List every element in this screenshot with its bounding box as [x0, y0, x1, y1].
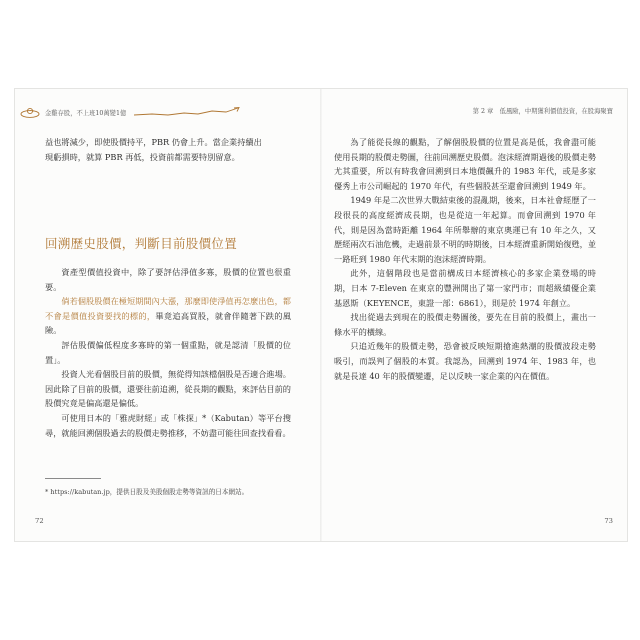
paragraph: 投資人光看個股目前的股價，無從得知該檔個股是否適合進場。因此除了目前的股價，還要往前追溯，從長期的觀點，來評估目前的股價究竟是偏高還是偏低。 — [45, 369, 291, 409]
left-body — [45, 265, 291, 440]
paragraph: 只追近幾年的股價走勢，恐會被反映短期搶進熱潮的股價波段走勢吸引，而誤判了個股的本質。我認為，回溯到 1974 年、1983 年，也就是長達 40 年的股價變遷，足以反映一家企業的內在價值。 — [334, 341, 596, 381]
left-page — [15, 89, 320, 541]
page-number-left: 72 — [35, 517, 44, 525]
right-running-head: 第 2 章 低風險，中期獲利價值投資，在股海聚寶 — [472, 108, 613, 115]
paragraph: 資產型價值投資中，除了要評估淨值多寡，股價的位置也很重要。 — [45, 267, 291, 292]
paragraph: 可使用日本的「雅虎財經」或「株探」*（Kabutan）等平台搜尋，就能回溯個股過去的股價走勢推移，不妨盡可能往回查找看看。 — [45, 412, 291, 438]
chick-logo-icon — [19, 106, 41, 118]
book-spread — [14, 88, 628, 542]
footnote: * https://kabutan.jp，提供日股及美股個股走勢等資訊的日本網站。 — [45, 488, 249, 496]
paragraph — [45, 294, 291, 338]
emphasized-text: 倘若個股股價在極短期間內大漲，那麼即使淨值再怎麼出色，都不會是價值投資要找的標的， — [45, 296, 291, 321]
footnote-rule — [45, 478, 101, 479]
page-number-right: 73 — [604, 517, 613, 525]
paragraph: 評估股價偏低程度多寡時的第一個重點，就是認清「股價的位置」。 — [45, 339, 291, 365]
right-body — [334, 135, 596, 383]
paragraph: 找出從過去到現在的股價走勢圖後，要先在目前的股價上，畫出一條水平的橫線。 — [334, 312, 596, 337]
left-running-head-text: 金雞存股，不上班10萬變1億 — [45, 109, 127, 117]
text-line: 現虧損時，就算 PBR 再低，投資前都需要特別留意。 — [45, 151, 240, 162]
left-running-head — [19, 106, 242, 118]
paragraph-text: 畢竟追高買股，就會伴隨著下跌的風險。 — [45, 310, 291, 336]
left-top-paragraph — [45, 135, 291, 164]
paragraph: 1949 年是二次世界大戰結束後的混亂期，後來，日本社會經歷了一段很長的高度經濟成長期，也是從這一年起算。而會回溯到 1970 年代，則是因為當時距離 1964 年所舉辦的東京奧運已有 10 年之久，又歷經兩次石油危機，走過前景不明的時期後，日本經濟重新開始復甦，並一路旺到 1980 年代末期的泡沫經濟時期。 — [334, 195, 597, 264]
paragraph: 此外，這個階段也是當前構成日本經濟核心的多家企業登場的時期，日本 7-Eleven 在東京的豐洲開出了第一家門市；而超級績優企業基恩斯（KEYENCE，東證一部：6861），則是於 1974 年創立。 — [334, 268, 596, 308]
section-heading: 回溯歷史股價，判斷目前股價位置 — [45, 236, 238, 251]
right-page — [322, 89, 627, 541]
text-line: 益也將減少，即使股價持平，PBR 仍會上升。當企業持續出 — [45, 137, 262, 147]
rising-arrow-icon — [132, 107, 242, 117]
paragraph: 為了能從長線的觀點，了解個股股價的位置是高是低，我會盡可能使用長期的股價走勢圖，往前回溯歷史股價。泡沫經濟期過後的股價走勢尤其重要，所以有時我會回溯到日本地價飆升的 1983 年代，或是多家優秀上市公司崛起的 1970 年代，有些個股甚至還會回溯到 1949 年。 — [334, 137, 597, 191]
